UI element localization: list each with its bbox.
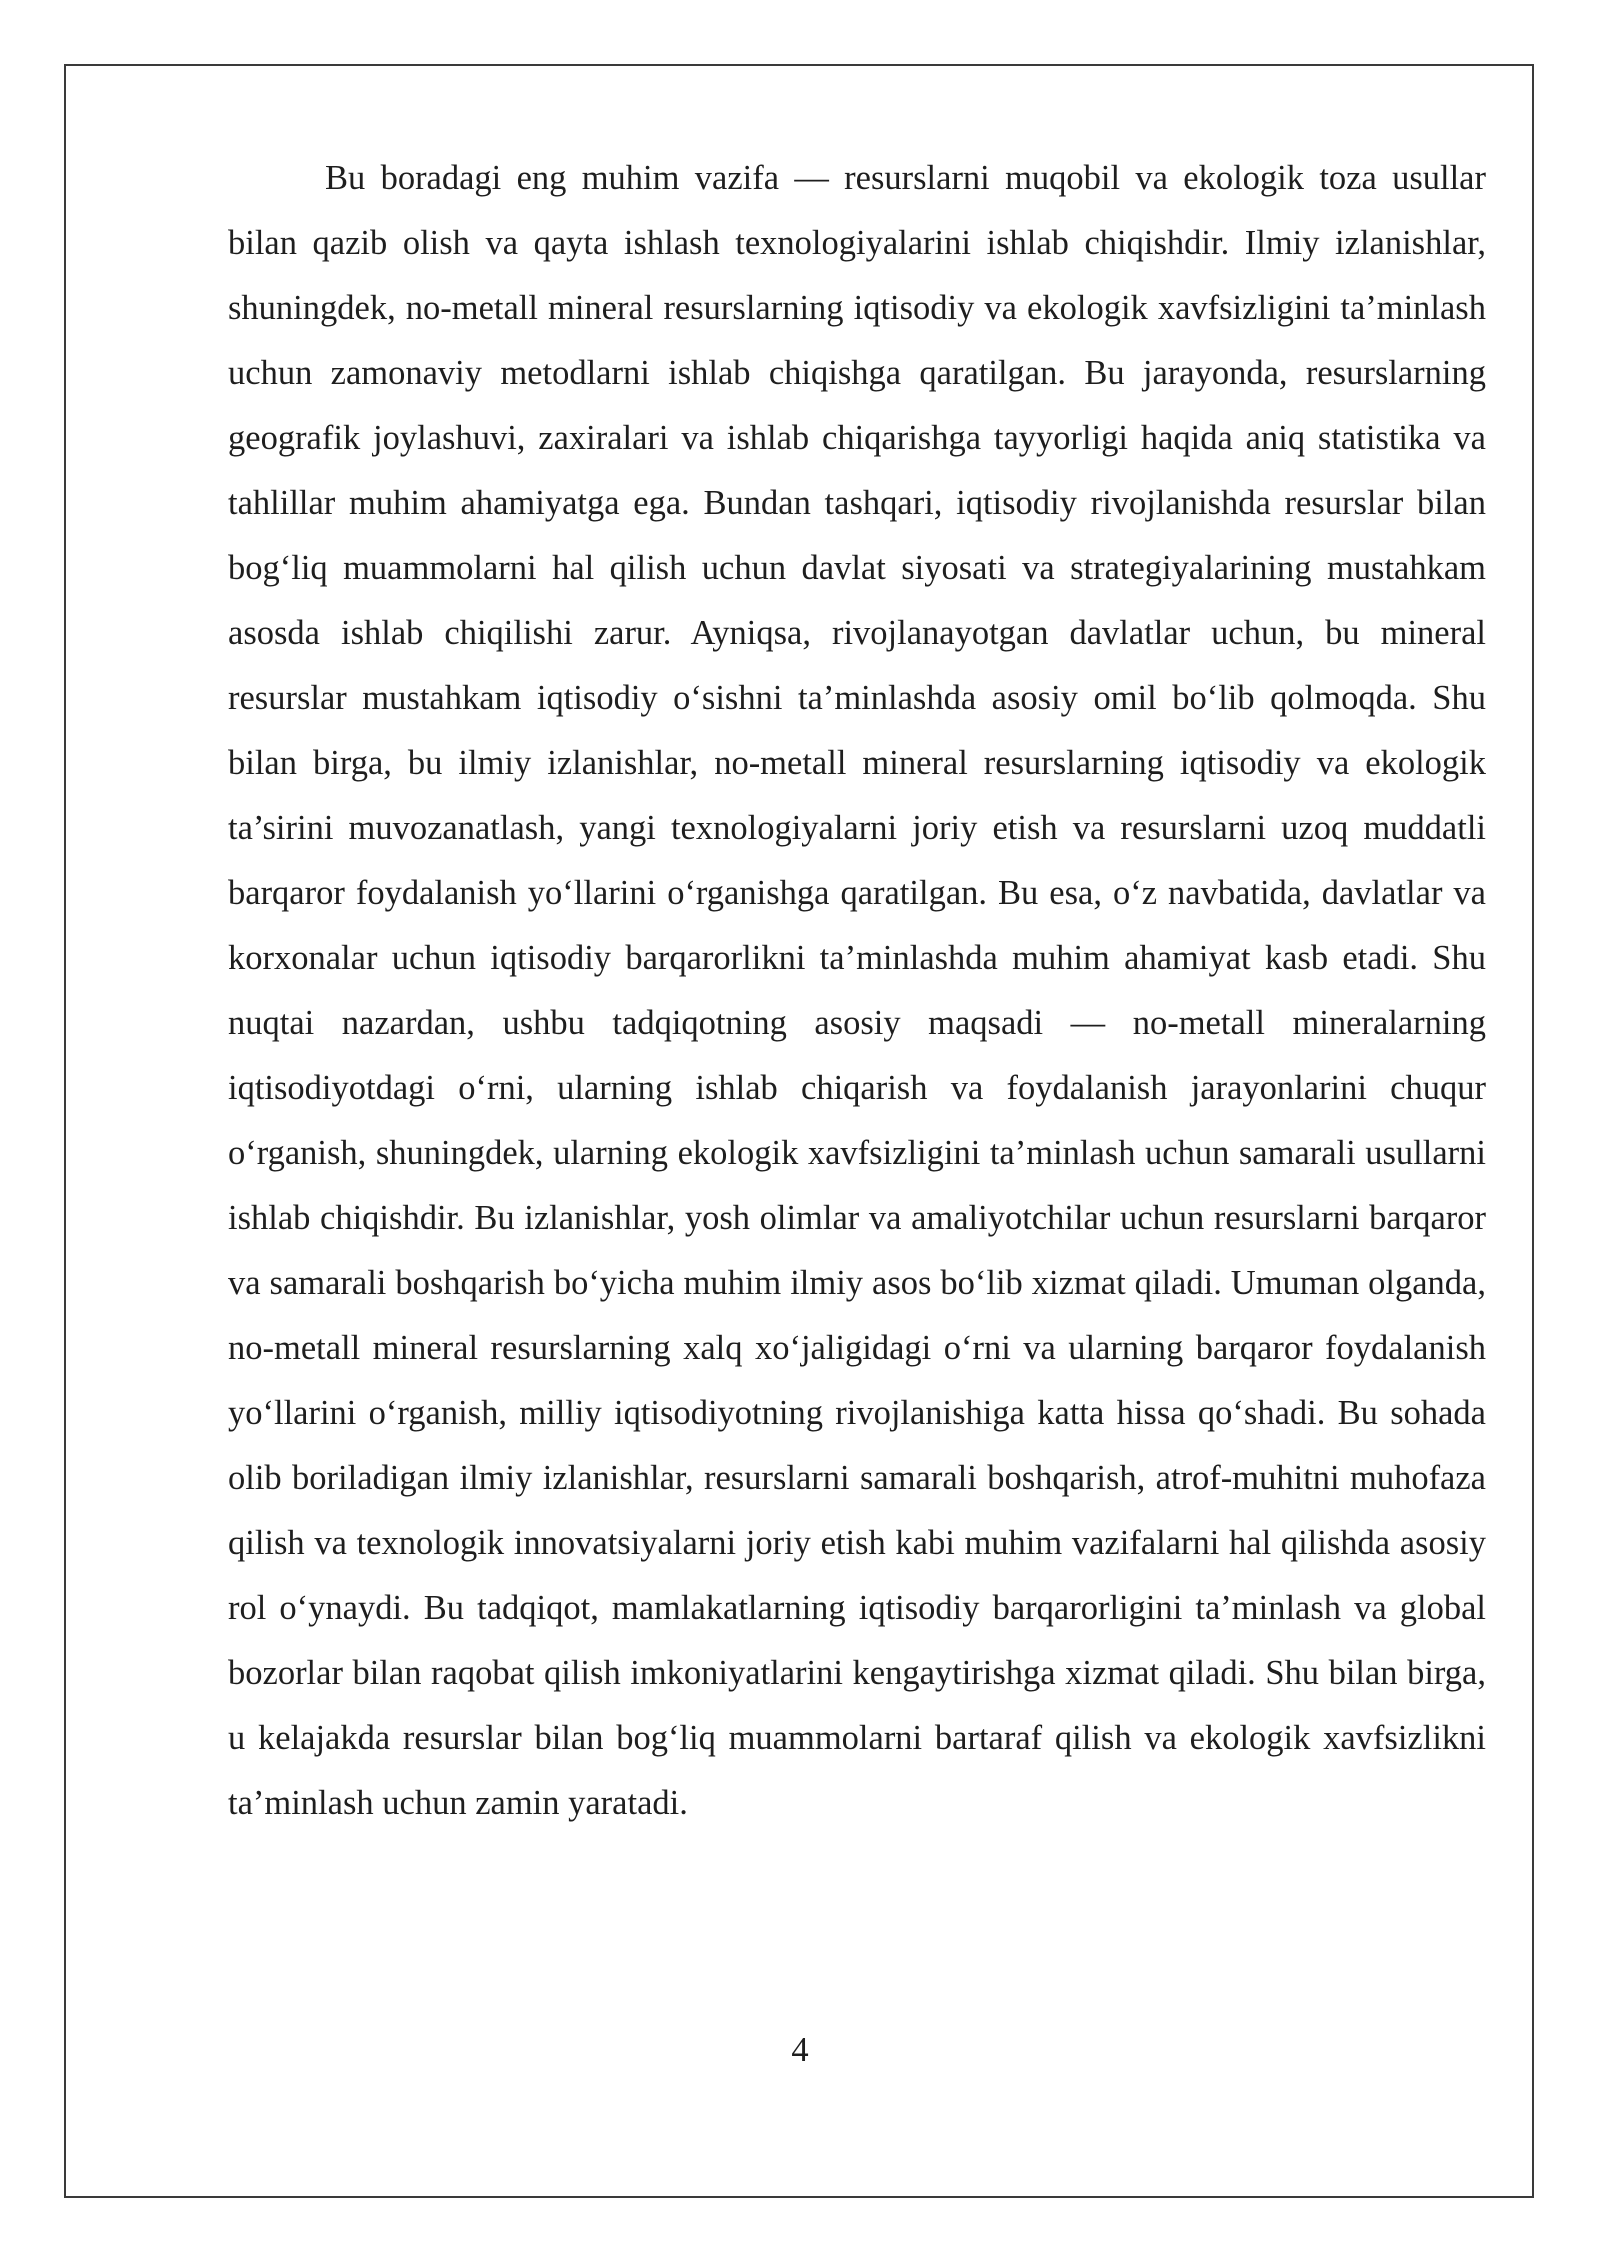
body-paragraph: Bu boradagi eng muhim vazifa — resurslarni muqobil va ekologik toza usullar bilan qazib olish va qayta ishlash texnologiyalarini ishlab chiqishdir. Ilmiy izlanishlar, shuningdek, no-metall mineral resurslarning iqtisodiy va ekologik xavfsizligini ta’minlash uchun zamonaviy metodlarni ishlab chiqishga qaratilgan. Bu jarayonda, resurslarning geografik joylashuvi, zaxiralari va ishlab chiqarishga tayyorligi haqida aniq statistika va tahlillar muhim ahamiyatga ega. Bundan tashqari, iqtisodiy rivojlanishda resurslar bilan bog‘liq muammolarni hal qilish uchun davlat siyosati va strategiyalarining mustahkam asosda ishlab chiqilishi zarur. Ayniqsa, rivojlanayotgan davlatlar uchun, bu mineral resurslar mustahkam iqtisodiy o‘sishni ta’minlashda asosiy omil bo‘lib qolmoqda. Shu bilan birga, bu ilmiy izlanishlar, no-metall mineral resurslarning iqtisodiy va ekologik ta’sirini muvozanatlash, yangi texnologiyalarni joriy etish va resurslarni uzoq muddatli barqaror foydalanish yo‘llarini o‘rganishga qaratilgan. Bu esa, o‘z navbatida, davlatlar va korxonalar uchun iqtisodiy barqarorlikni ta’minlashda muhim ahamiyat kasb etadi. Shu nuqtai nazardan, ushbu tadqiqotning asosiy maqsadi — no-metall mineralarning iqtisodiyotdagi o‘rni, ularning ishlab chiqarish va foydalanish jarayonlarini chuqur o‘rganish, shuningdek, ularning ekologik xavfsizligini ta’minlash uchun samarali usullarni ishlab chiqishdir. Bu izlanishlar, yosh olimlar va amaliyotchilar uchun resurslarni barqaror va samarali boshqarish bo‘yicha muhim ilmiy asos bo‘lib xizmat qiladi. Umuman olganda, no-metall mineral resurslarning xalq xo‘jaligidagi o‘rni va ularning barqaror foydalanish yo‘llarini o‘rganish, milliy iqtisodiyotning rivojlanishiga katta hissa qo‘shadi. Bu sohada olib boriladigan ilmiy izlanishlar, resurslarni samarali boshqarish, atrof-muhitni muhofaza qilish va texnologik innovatsiyalarni joriy etish kabi muhim vazifalarni hal qilishda asosiy rol o‘ynaydi. Bu tadqiqot, mamlakatlarning iqtisodiy barqarorligini ta’minlash va global bozorlar bilan raqobat qilish imkoniyatlarini kengaytirishga xizmat qiladi. Shu bilan birga, u kelajakda resurslar bilan bog‘liq muammolarni bartaraf qilish va ekologik xavfsizlikni ta’minlash uchun zamin yaratadi. bbox=[228, 159, 1486, 1822]
page-number: 4 bbox=[791, 2031, 809, 2069]
